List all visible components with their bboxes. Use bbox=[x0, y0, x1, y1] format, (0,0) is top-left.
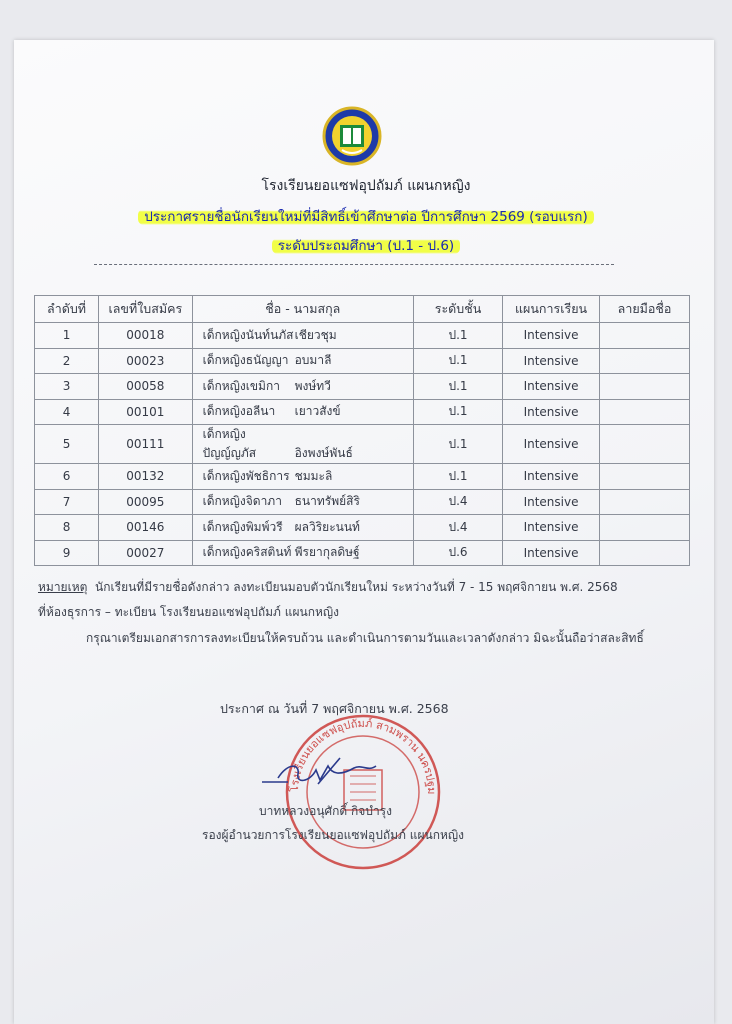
row-signature bbox=[600, 515, 690, 541]
row-no: 2 bbox=[35, 348, 99, 374]
row-name bbox=[192, 374, 413, 400]
row-level: ป.1 bbox=[414, 399, 503, 425]
row-level: ป.4 bbox=[414, 489, 503, 515]
first-name: เด็กหญิงเขมิกา bbox=[202, 378, 280, 393]
last-name: ธนาทรัพย์สิริ bbox=[294, 494, 360, 509]
row-signature bbox=[600, 374, 690, 400]
table-row bbox=[35, 515, 690, 541]
row-no: 9 bbox=[35, 540, 99, 566]
row-application: 00095 bbox=[99, 489, 193, 515]
last-name: อิงพงษ์พันธ์ bbox=[294, 446, 353, 460]
row-no: 4 bbox=[35, 399, 99, 425]
row-no: 3 bbox=[35, 374, 99, 400]
row-no: 7 bbox=[35, 489, 99, 515]
table-row bbox=[35, 540, 690, 566]
row-name bbox=[192, 515, 413, 541]
row-level: ป.1 bbox=[414, 464, 503, 490]
row-application: 00146 bbox=[99, 515, 193, 541]
row-plan: Intensive bbox=[503, 515, 600, 541]
seal-text: โรงเรียนยอแซฟอุปถัมภ์ สามพราน นครปฐม bbox=[287, 716, 439, 795]
col-header-plan: แผนการเรียน bbox=[503, 296, 600, 323]
row-plan: Intensive bbox=[503, 399, 600, 425]
row-name bbox=[192, 323, 413, 349]
table-row bbox=[35, 489, 690, 515]
table-row bbox=[35, 425, 690, 464]
first-name: เด็กหญิงปัญญ์ญภัส bbox=[202, 427, 257, 460]
col-header-name: ชื่อ - นามสกุล bbox=[192, 296, 413, 323]
student-table bbox=[34, 295, 690, 566]
first-name: เด็กหญิงนันท์นภัส bbox=[202, 327, 294, 342]
signer-name: บาทหลวงอนุศักดิ์ กิจบำรุง bbox=[259, 804, 392, 818]
divider bbox=[94, 264, 614, 265]
row-plan: Intensive bbox=[503, 374, 600, 400]
row-plan: Intensive bbox=[503, 348, 600, 374]
row-application: 00111 bbox=[99, 425, 193, 464]
row-name bbox=[192, 348, 413, 374]
row-application: 00023 bbox=[99, 348, 193, 374]
row-application: 00027 bbox=[99, 540, 193, 566]
row-no: 6 bbox=[35, 464, 99, 490]
col-header-level: ระดับชั้น bbox=[414, 296, 503, 323]
row-plan: Intensive bbox=[503, 540, 600, 566]
row-signature bbox=[600, 489, 690, 515]
table-row bbox=[35, 464, 690, 490]
last-name: อบมาลี bbox=[294, 353, 332, 368]
official-seal-stamp bbox=[278, 712, 448, 872]
row-no: 1 bbox=[35, 323, 99, 349]
row-plan: Intensive bbox=[503, 489, 600, 515]
note-line-3: กรุณาเตรียมเอกสารการลงทะเบียนให้ครบถ้วน และดำเนินการตามวันและเวลาดังกล่าว มิฉะนั้นถือว่าสละสิทธิ์ bbox=[86, 631, 644, 645]
row-level: ป.1 bbox=[414, 425, 503, 464]
announce-date: ประกาศ ณ วันที่ 7 พฤศจิกายน พ.ศ. 2568 bbox=[220, 701, 449, 716]
table-row bbox=[35, 374, 690, 400]
note-text-1: นักเรียนที่มีรายชื่อดังกล่าว ลงทะเบียนมอบตัวนักเรียนใหม่ ระหว่างวันที่ 7 - 15 พฤศจิกายน พ.ศ. 2568 bbox=[95, 580, 618, 594]
school-logo-icon bbox=[322, 106, 382, 166]
row-no: 8 bbox=[35, 515, 99, 541]
row-name bbox=[192, 425, 413, 464]
row-level: ป.1 bbox=[414, 374, 503, 400]
last-name: ชมมะลิ bbox=[294, 468, 333, 483]
row-signature bbox=[600, 540, 690, 566]
col-header-no: ลำดับที่ bbox=[35, 296, 99, 323]
row-plan: Intensive bbox=[503, 464, 600, 490]
row-signature bbox=[600, 425, 690, 464]
row-no: 5 bbox=[35, 425, 99, 464]
last-name: พงษ์ทวี bbox=[294, 378, 331, 393]
row-level: ป.1 bbox=[414, 323, 503, 349]
note-line-1 bbox=[38, 578, 618, 597]
row-application: 00101 bbox=[99, 399, 193, 425]
note-line-2: ที่ห้องธุรการ – ทะเบียน โรงเรียนยอแซฟอุปถัมภ์ แผนกหญิง bbox=[38, 605, 339, 619]
signer-title: รองผู้อำนวยการโรงเรียนยอแซฟอุปถัมภ์ แผนกหญิง bbox=[202, 828, 465, 842]
first-name: เด็กหญิงพัชธิการ bbox=[202, 468, 290, 483]
table-row bbox=[35, 348, 690, 374]
note-label: หมายเหตุ bbox=[38, 580, 88, 594]
row-signature bbox=[600, 348, 690, 374]
col-header-signature: ลายมือชื่อ bbox=[600, 296, 690, 323]
last-name: ผลวิริยะนนท์ bbox=[294, 519, 360, 534]
row-signature bbox=[600, 464, 690, 490]
col-header-application: เลขที่ใบสมัคร bbox=[99, 296, 193, 323]
first-name: เด็กหญิงพิมพ์วรี bbox=[202, 519, 283, 534]
row-signature bbox=[600, 399, 690, 425]
row-level: ป.4 bbox=[414, 515, 503, 541]
table-row bbox=[35, 399, 690, 425]
row-name bbox=[192, 464, 413, 490]
row-name bbox=[192, 540, 413, 566]
row-level: ป.6 bbox=[414, 540, 503, 566]
announcement-title: ประกาศรายชื่อนักเรียนใหม่ที่มีสิทธิ์เข้าศึกษาต่อ ปีการศึกษา 2569 (รอบแรก) bbox=[138, 209, 594, 225]
first-name: เด็กหญิงธนัญญา bbox=[202, 353, 289, 368]
last-name: เชียวชุม bbox=[294, 327, 337, 342]
last-name: พีรยากุลดิษฐ์ bbox=[294, 545, 360, 560]
row-plan: Intensive bbox=[503, 323, 600, 349]
row-plan: Intensive bbox=[503, 425, 600, 464]
last-name: เยาวสังข์ bbox=[294, 404, 341, 419]
row-signature bbox=[600, 323, 690, 349]
signature-scribble bbox=[258, 752, 398, 792]
school-name: โรงเรียนยอแซฟอุปถัมภ์ แผนกหญิง bbox=[261, 178, 471, 194]
table-header-row bbox=[35, 296, 690, 323]
first-name: เด็กหญิงอลีนา bbox=[202, 404, 276, 419]
education-level: ระดับประถมศึกษา (ป.1 - ป.6) bbox=[272, 238, 460, 254]
row-name bbox=[192, 489, 413, 515]
row-application: 00018 bbox=[99, 323, 193, 349]
row-application: 00132 bbox=[99, 464, 193, 490]
row-application: 00058 bbox=[99, 374, 193, 400]
row-name bbox=[192, 399, 413, 425]
table-row bbox=[35, 323, 690, 349]
first-name: เด็กหญิงจิดาภา bbox=[202, 494, 282, 509]
first-name: เด็กหญิงคริสตินท์ bbox=[202, 545, 292, 560]
row-level: ป.1 bbox=[414, 348, 503, 374]
